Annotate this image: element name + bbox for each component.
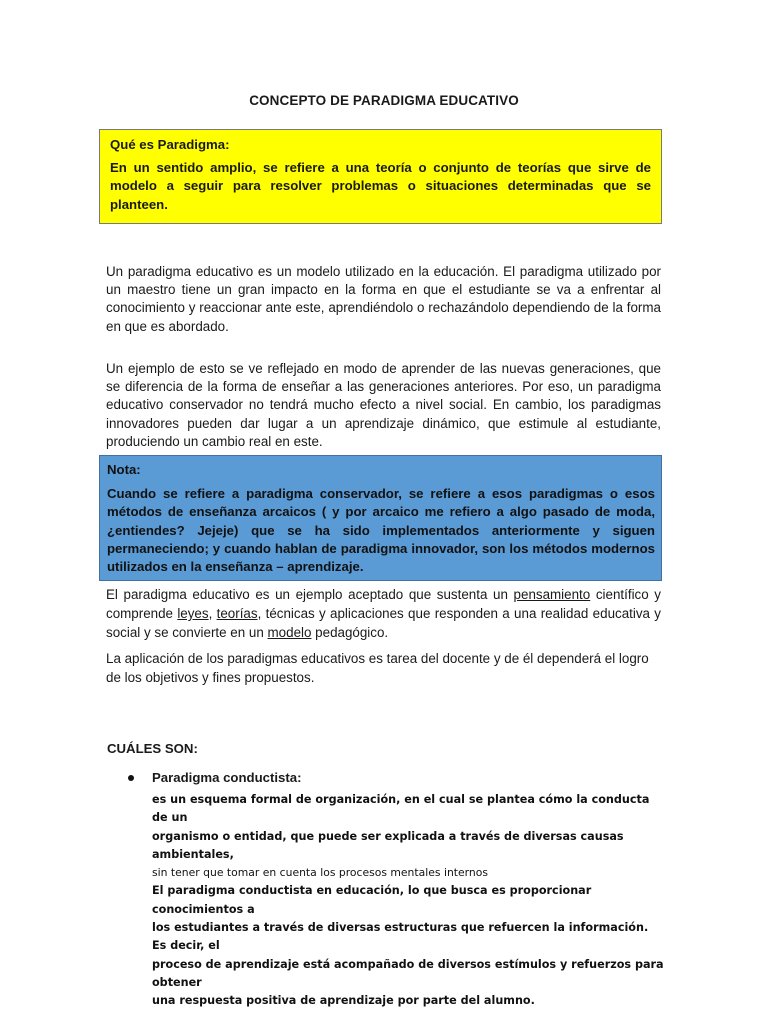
list-item-line: organismo o entidad, que puede ser explicada a través de diversas causas ambientales, [152,829,624,861]
paragraph-definition-extended [106,585,661,642]
paragraph-text: pedagógico. [311,625,389,640]
note-heading: Nota: [107,462,141,477]
bullet-icon [128,775,134,781]
paragraph-text: El paradigma educativo es un ejemplo aceptado que sustenta un [106,587,514,602]
paragraph-example: Un ejemplo de esto se ve reflejado en modo de aprender de las nuevas generaciones, que se diferencia de la forma de enseñar a las generaciones anteriores. Por eso, un paradigma educativo conservador no tendrá mucho efecto a nivel social. En cambio, los paradigmas innovadores pueden dar lugar a un aprendizaje dinámico, que estimule al estudiante, produciendo un cambio real en este. [106,361,661,449]
definition-box [99,129,662,224]
paragraph-text: , [208,606,217,621]
list-item-line: una respuesta positiva de aprendizaje por parte del alumno. [152,994,535,1008]
section-heading: CUÁLES SON: [107,741,198,756]
link-pensamiento[interactable]: pensamiento [513,587,591,602]
list-item-line: los estudiantes a través de diversas estructuras que refuercen la información. Es decir, el [152,921,649,953]
list-item-title: Paradigma conductista: [152,770,302,785]
list-item-line: proceso de aprendizaje está acompañado de diversos estímulos y refuerzos para obtener [152,957,664,989]
note-text: Cuando se refiere a paradigma conservador, se refiere a esos paradigmas o esos métodos de enseñanza arcaicos ( y por arcaico me refiero a algo pasado de moda, ¿entiendes? Jejeje) que se ha sido implementados anteriormente y siguen permaneciendo; y cuando hablan de paradigma innovador, son los métodos modernos utilizados en la enseñanza – aprendizaje. [107,486,655,575]
document-title: CONCEPTO DE PARADIGMA EDUCATIVO [249,93,519,108]
paragraph-text: científico y comprende [106,587,662,621]
link-modelo[interactable]: modelo [267,625,312,640]
list-item-line: El paradigma conductista en educación, lo que busca es proporcionar conocimientos a [152,884,592,916]
definition-heading: Qué es Paradigma: [110,137,230,152]
paragraph-application: La aplicación de los paradigmas educativos es tarea del docente y de él dependerá el logro de los objetivos y fines propuestos. [106,651,649,685]
list-item-line: es un esquema formal de organización, en el cual se plantea cómo la conducta de un [152,793,650,825]
link-teorias[interactable]: teorías [216,606,258,621]
list-item-body [152,791,666,1011]
definition-text: En un sentido amplio, se refiere a una teoría o conjunto de teorías que sirve de modelo a seguir para resolver problemas o situaciones determinadas que se planteen. [110,159,651,212]
list-item-line: sin tener que tomar en cuenta los procesos mentales internos [152,866,488,880]
paragraph-intro: Un paradigma educativo es un modelo utilizado en la educación. El paradigma utilizado por un maestro tiene un gran impacto en la forma en que el estudiante se va a enfrentar al conocimiento y reaccionar ante este, aprendiéndolo o rechazándolo dependiendo de la forma en que es abordado. [106,264,661,334]
paragraph-text: , técnicas y aplicaciones que responden a una realidad educativa y social y se convierte en un [106,606,662,640]
note-box [99,455,662,581]
link-leyes[interactable]: leyes [177,606,209,621]
